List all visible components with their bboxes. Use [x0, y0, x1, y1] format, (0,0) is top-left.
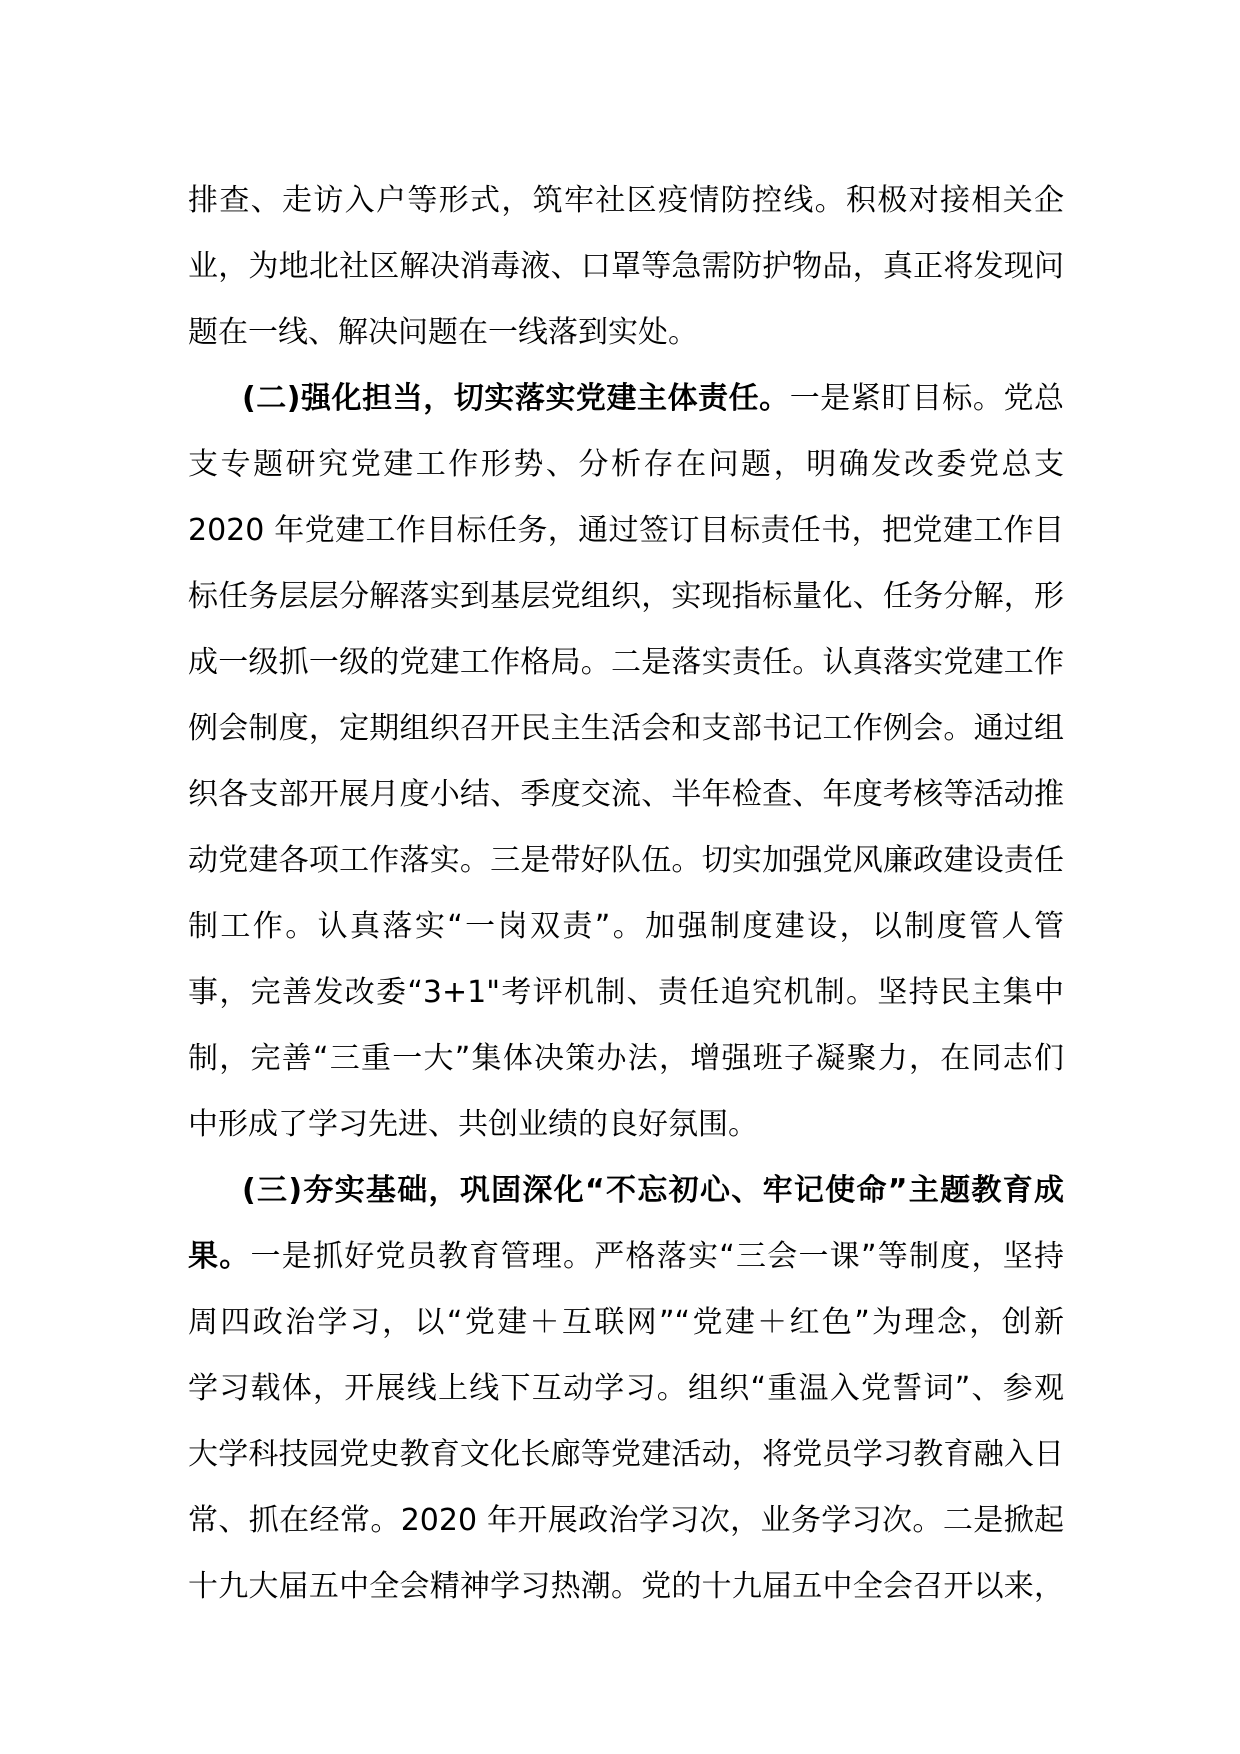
document-page — [188, 168, 1064, 1620]
body-text: 周四政治学习，以“党建＋互联网”“党建＋红色”为理念，创新 — [188, 1305, 1064, 1340]
text-line — [188, 1488, 1064, 1554]
text-line — [188, 1356, 1064, 1422]
body-text: 业，为地北社区解决消毒液、口罩等急需防护物品，真正将发现问 — [188, 249, 1064, 284]
text-line — [188, 168, 1064, 234]
text-line — [188, 1158, 1064, 1224]
body-text: 制，完善“三重一大”集体决策办法，增强班子凝聚力，在同志们 — [188, 1041, 1064, 1076]
body-text: 例会制度，定期组织召开民主生活会和支部书记工作例会。通过组 — [188, 711, 1064, 746]
text-line — [188, 960, 1064, 1026]
body-text: 一是抓好党员教育管理。严格落实“三会一课”等制度，坚持 — [250, 1239, 1064, 1274]
body-text: 2020 年党建工作目标任务，通过签订目标责任书，把党建工作目 — [188, 513, 1064, 548]
bold-heading-text: 果。 — [188, 1239, 251, 1274]
body-text: 学习载体，开展线上线下互动学习。组织“重温入党誓词”、参观 — [188, 1371, 1064, 1406]
text-line — [188, 1554, 1064, 1620]
paragraph-p2 — [188, 366, 1064, 1158]
text-line — [188, 1422, 1064, 1488]
body-text: 题在一线、解决问题在一线落到实处。 — [188, 315, 698, 350]
paragraph-p1 — [188, 168, 1064, 366]
text-line — [188, 696, 1064, 762]
text-line — [188, 564, 1064, 630]
text-line — [188, 432, 1064, 498]
body-text: 常、抓在经常。2020 年开展政治学习次，业务学习次。二是掀起 — [188, 1503, 1064, 1538]
body-text: 中形成了学习先进、共创业绩的良好氛围。 — [188, 1107, 758, 1142]
text-line — [188, 234, 1064, 300]
body-text: 事，完善发改委“3+1"考评机制、责任追究机制。坚持民主集中 — [188, 975, 1064, 1010]
body-text: 大学科技园党史教育文化长廊等党建活动，将党员学习教育融入日 — [188, 1437, 1064, 1472]
paragraph-p3 — [188, 1158, 1064, 1620]
text-line — [188, 1026, 1064, 1092]
body-text: 支专题研究党建工作形势、分析存在问题，明确发改委党总支 — [188, 447, 1064, 482]
text-line — [188, 1092, 1064, 1158]
body-text: 动党建各项工作落实。三是带好队伍。切实加强党风廉政建设责任 — [188, 843, 1064, 878]
bold-heading-text: (三)夯实基础，巩固深化“不忘初心、牢记使命”主题教育成 — [242, 1173, 1064, 1208]
body-text: 标任务层层分解落实到基层党组织，实现指标量化、任务分解，形 — [188, 579, 1064, 614]
body-text: 一是紧盯目标。党总 — [789, 381, 1065, 416]
body-text: 织各支部开展月度小结、季度交流、半年检查、年度考核等活动推 — [188, 777, 1064, 812]
bold-heading-text: (二)强化担当，切实落实党建主体责任。 — [242, 381, 790, 416]
text-line — [188, 894, 1064, 960]
text-line — [188, 828, 1064, 894]
body-text: 排查、走访入户等形式，筑牢社区疫情防控线。积极对接相关企 — [188, 183, 1064, 218]
text-line — [188, 300, 1064, 366]
text-line — [188, 762, 1064, 828]
text-line — [188, 366, 1064, 432]
text-line — [188, 1224, 1064, 1290]
text-line — [188, 498, 1064, 564]
body-text: 十九大届五中全会精神学习热潮。党的十九届五中全会召开以来， — [188, 1569, 1064, 1604]
body-text: 制工作。认真落实“一岗双责”。加强制度建设，以制度管人管 — [188, 909, 1064, 944]
text-line — [188, 1290, 1064, 1356]
body-text: 成一级抓一级的党建工作格局。二是落实责任。认真落实党建工作 — [188, 645, 1064, 680]
text-line — [188, 630, 1064, 696]
